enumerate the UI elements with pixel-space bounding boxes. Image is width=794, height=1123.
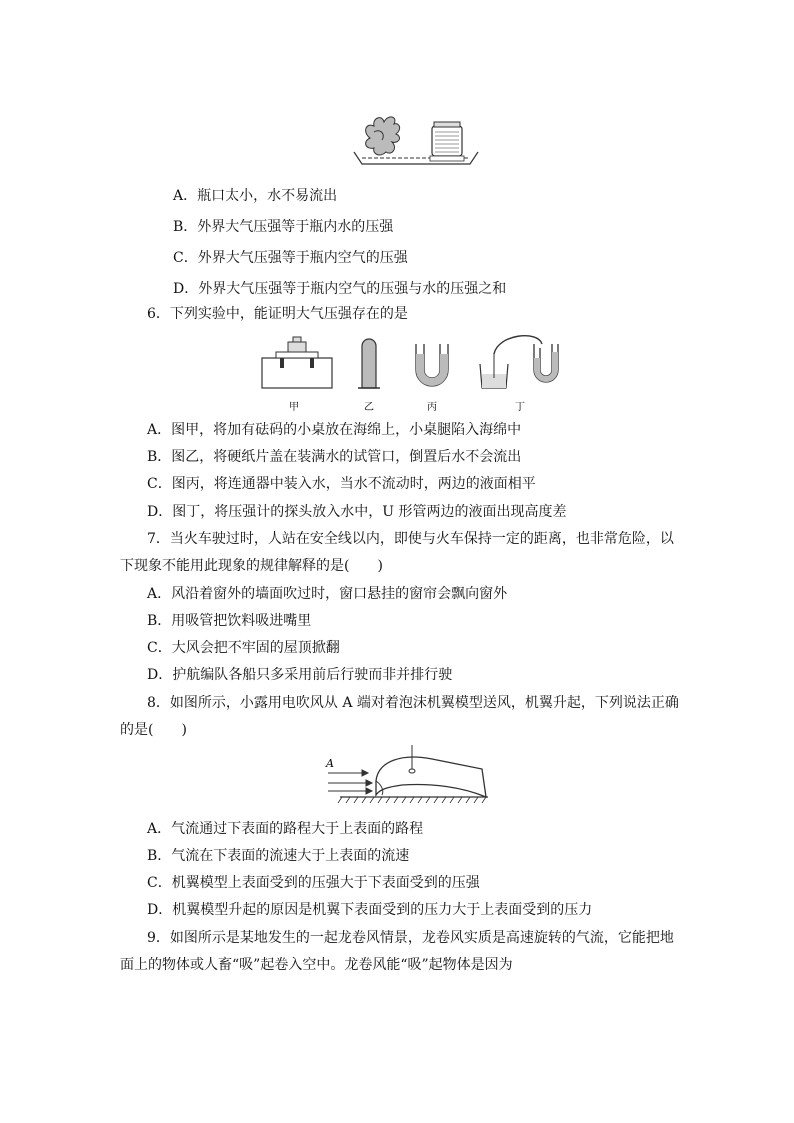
q7-option-c: C．大风会把不牢固的屋顶掀翻 xyxy=(147,640,340,656)
q5-option-c: C．外界大气压强等于瓶内空气的压强 xyxy=(173,250,408,266)
q8-option-b: B．气流在下表面的流速大于上表面的流速 xyxy=(147,848,410,864)
q9-stem-line1: 9．如图所示是某地发生的一起龙卷风情景，龙卷风实质是高速旋转的气流，它能把地 xyxy=(147,930,674,946)
q6-option-a: A．图甲，将加有砝码的小桌放在海绵上，小桌腿陷入海绵中 xyxy=(147,422,522,438)
q5-option-a: A．瓶口太小，水不易流出 xyxy=(173,188,338,204)
airflow-label-a: A xyxy=(326,757,334,770)
figure-bing-u-tube xyxy=(416,344,448,386)
q8-option-a: A．气流通过下表面的路程大于上表面的路程 xyxy=(147,821,424,837)
figure-jia-table-on-sponge xyxy=(262,337,332,388)
q9-stem-line2: 面上的物体或人畜“吸”起卷入空中。龙卷风能“吸”起物体是因为 xyxy=(120,957,513,973)
q8-option-c: C．机翼模型上表面受到的压强大于下表面受到的压强 xyxy=(147,875,480,891)
q5-option-b: B．外界大气压强等于瓶内水的压强 xyxy=(173,219,394,235)
q8-option-d: D．机翼模型升起的原因是机翼下表面受到的压力大于上表面受到的压力 xyxy=(147,902,593,918)
q7-option-d: D．护航编队各船只多采用前后行驶而非并排行驶 xyxy=(147,667,453,683)
q7-option-b: B．用吸管把饮料吸进嘴里 xyxy=(147,613,312,629)
q5-option-d: D．外界大气压强等于瓶内空气的压强与水的压强之和 xyxy=(173,281,507,297)
q7-option-a: A．风沿着窗外的墙面吹过时，窗口悬挂的窗帘会飘向窗外 xyxy=(147,586,508,602)
q6-option-c: C．图丙，将连通器中装入水，当水不流动时，两边的液面相平 xyxy=(147,476,536,492)
bottle-tray-figure xyxy=(352,112,482,172)
q6-stem: 6．下列实验中，能证明大气压强存在的是 xyxy=(147,306,408,322)
figure-yi-test-tube xyxy=(358,339,380,388)
q6-option-b: B．图乙，将硬纸片盖在装满水的试管口，倒置后水不会流出 xyxy=(147,449,522,465)
q8-stem-line2: 的是( ) xyxy=(120,722,187,738)
figure-ding-pressure-gauge xyxy=(480,336,558,388)
q8-stem-line1: 8．如图所示，小露用电吹风从 A 端对着泡沫机翼模型送风，机翼升起，下列说法正确 xyxy=(147,695,679,711)
figure-label-ding: 丁 xyxy=(515,402,525,413)
figure-label-bing: 丙 xyxy=(427,402,437,413)
figure-label-yi: 乙 xyxy=(364,402,374,413)
figure-label-jia: 甲 xyxy=(289,402,299,413)
wing-model-figure xyxy=(322,745,502,815)
q6-figures xyxy=(258,334,558,414)
q6-option-d: D．图丁，将压强计的探头放入水中，U 形管两边的液面出现高度差 xyxy=(147,504,567,520)
q7-stem-line2: 下现象不能用此现象的规律解释的是( ) xyxy=(120,558,383,574)
q7-stem-line1: 7．当火车驶过时，人站在安全线以内，即使与火车保持一定的距离，也非常危险，以 xyxy=(147,531,674,547)
